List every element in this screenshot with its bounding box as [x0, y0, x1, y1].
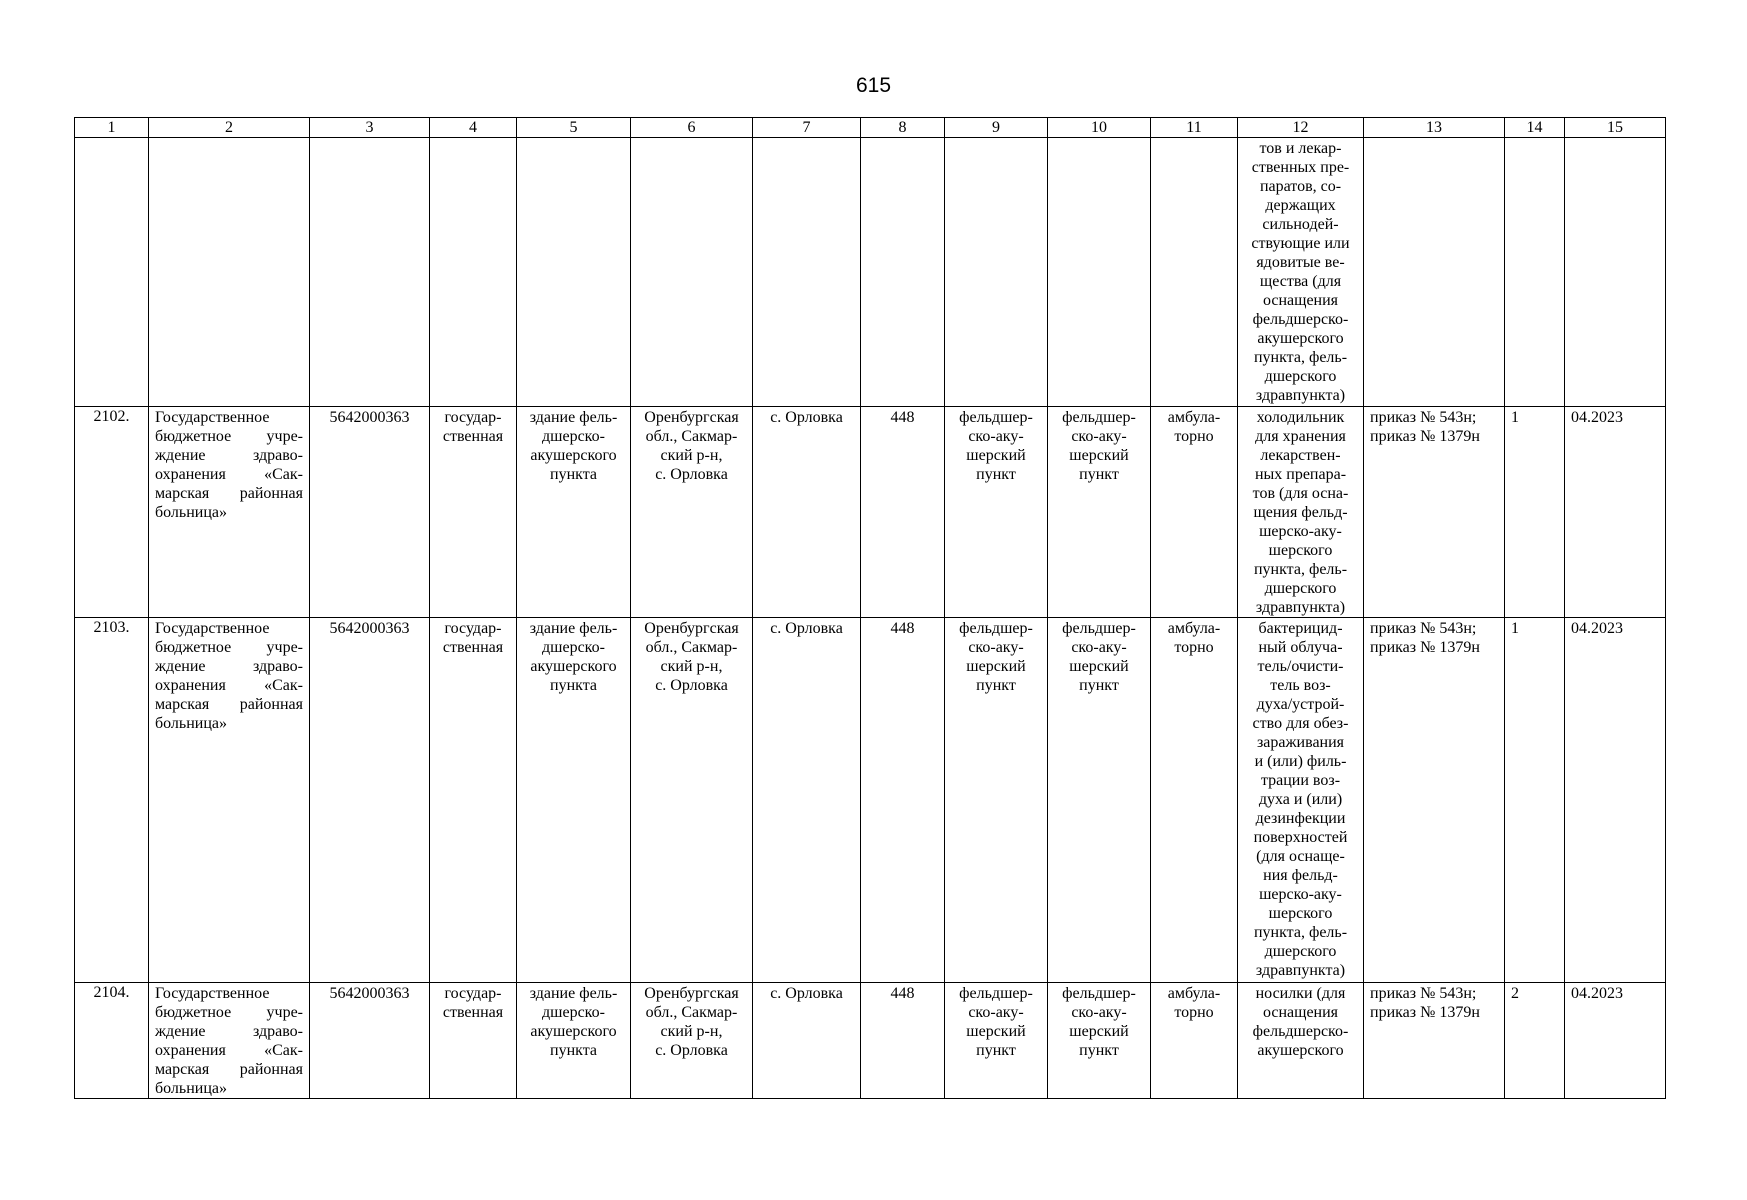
header-cell: 7	[753, 118, 861, 138]
building-value: здание фель- дшерско- акушерского пункта	[529, 985, 618, 1059]
empty-cell	[631, 138, 753, 407]
header-cell: 8	[861, 118, 945, 138]
order-value: приказ № 543н; приказ № 1379н	[1370, 620, 1480, 656]
column-number-header	[75, 118, 1666, 138]
empty-cell	[753, 138, 861, 407]
header-cell: 9	[945, 118, 1048, 138]
ownership-cell	[430, 407, 517, 618]
organization-cell	[149, 618, 310, 983]
building-cell	[517, 983, 631, 1099]
col9-value: фельдшер- ско-аку- шерский пункт	[959, 985, 1033, 1059]
locality-value: с. Орловка	[770, 620, 843, 637]
empty-cell	[75, 138, 149, 407]
inn-value: 5642000363	[329, 620, 410, 637]
header-cell: 3	[310, 118, 430, 138]
col9-value: фельдшер- ско-аку- шерский пункт	[959, 409, 1033, 483]
empty-cell	[430, 138, 517, 407]
header-cell: 12	[1238, 118, 1364, 138]
date-value: 04.2023	[1571, 409, 1623, 426]
date-value: 04.2023	[1571, 985, 1623, 1002]
col11-cell	[1151, 407, 1238, 618]
quantity-cell	[1505, 407, 1565, 618]
locality-value: с. Орловка	[770, 409, 843, 426]
date-cell	[1565, 983, 1666, 1099]
inn-cell	[310, 618, 430, 983]
page-number: 615	[855, 74, 892, 97]
organization-name: Государственное бюджетное учре-ждение здраво-охранения «Сак-марская районная больница»	[155, 985, 303, 1097]
col10-value: фельдшер- ско-аку- шерский пункт	[1062, 409, 1136, 483]
col8-cell	[861, 983, 945, 1099]
col11-value: амбула- торно	[1167, 620, 1221, 656]
col10-cell	[1048, 983, 1151, 1099]
order-cell	[1364, 983, 1505, 1099]
building-value: здание фель- дшерско- акушерского пункта	[529, 620, 618, 694]
empty-cell	[1565, 138, 1666, 407]
table-row	[75, 983, 1666, 1099]
col11-cell	[1151, 618, 1238, 983]
address-cell	[631, 618, 753, 983]
empty-cell	[517, 138, 631, 407]
col11-cell	[1151, 983, 1238, 1099]
col8-value: 448	[890, 409, 915, 426]
header-cell: 15	[1565, 118, 1666, 138]
address-value: Оренбургская обл., Сакмар- ский р-н, с. Орловка	[644, 620, 739, 694]
col10-cell	[1048, 407, 1151, 618]
header-cell: 5	[517, 118, 631, 138]
empty-cell	[1505, 138, 1565, 407]
header-cell: 6	[631, 118, 753, 138]
empty-cell	[1151, 138, 1238, 407]
quantity-value: 2	[1511, 985, 1519, 1002]
row-number: 2103.	[75, 618, 149, 983]
col11-value: амбула- торно	[1167, 409, 1221, 445]
header-cell: 11	[1151, 118, 1238, 138]
header-cell: 13	[1364, 118, 1505, 138]
inn-value: 5642000363	[329, 409, 410, 426]
col8-cell	[861, 618, 945, 983]
col9-cell	[945, 618, 1048, 983]
locality-cell	[753, 618, 861, 983]
quantity-value: 1	[1511, 620, 1519, 637]
table-row	[75, 618, 1666, 983]
address-cell	[631, 983, 753, 1099]
building-value: здание фель- дшерско- акушерского пункта	[529, 409, 618, 483]
col9-cell	[945, 407, 1048, 618]
equipment-text: тов и лекар- ственных пре- паратов, со- держащих сильнодей- ствующие или ядовитые ве- щества (для оснащения фельдшерско- акушерского пункта, фель- дшерского здравпункта)	[1251, 140, 1350, 404]
date-cell	[1565, 618, 1666, 983]
empty-cell	[1048, 138, 1151, 407]
date-value: 04.2023	[1571, 620, 1623, 637]
quantity-value: 1	[1511, 409, 1519, 426]
col9-value: фельдшер- ско-аку- шерский пункт	[959, 620, 1033, 694]
continuation-row	[75, 138, 1666, 407]
locality-cell	[753, 407, 861, 618]
order-cell	[1364, 618, 1505, 983]
inn-cell	[310, 983, 430, 1099]
table-row	[75, 407, 1666, 618]
header-cell: 4	[430, 118, 517, 138]
row-number: 2104.	[75, 983, 149, 1099]
header-cell: 14	[1505, 118, 1565, 138]
ownership-value: государ- ственная	[442, 620, 504, 656]
inn-cell	[310, 407, 430, 618]
organization-name: Государственное бюджетное учре-ждение здраво-охранения «Сак-марская районная больница»	[155, 409, 303, 521]
building-cell	[517, 618, 631, 983]
equipment-text: холодильник для хранения лекарствен- ных препара- тов (для осна- щения фельд- шерско-аку- шерского пункта, фель- дшерского здравпункта)	[1252, 409, 1349, 616]
order-value: приказ № 543н; приказ № 1379н	[1370, 409, 1480, 445]
empty-cell	[861, 138, 945, 407]
col8-value: 448	[890, 985, 915, 1002]
organization-name: Государственное бюджетное учре-ждение здраво-охранения «Сак-марская районная больница»	[155, 620, 303, 732]
building-cell	[517, 407, 631, 618]
quantity-cell	[1505, 618, 1565, 983]
empty-cell	[310, 138, 430, 407]
locality-cell	[753, 983, 861, 1099]
row-number: 2102.	[75, 407, 149, 618]
locality-value: с. Орловка	[770, 985, 843, 1002]
ownership-value: государ- ственная	[442, 985, 504, 1021]
header-cell: 2	[149, 118, 310, 138]
equipment-cell	[1238, 618, 1364, 983]
address-cell	[631, 407, 753, 618]
organization-cell	[149, 407, 310, 618]
col8-value: 448	[890, 620, 915, 637]
empty-cell	[149, 138, 310, 407]
equipment-text: бактерицид- ный облуча- тель/очисти- тель воз- духа/устрой- ство для обез- зараживания и (или) филь- трации воз- духа и (или) дезинфекции поверхностей (для оснаще- ния фельд- шерско-аку- шерского пункта, фель- дшерского здравпункта)	[1252, 620, 1349, 979]
col9-cell	[945, 983, 1048, 1099]
registry-table	[74, 117, 1666, 1099]
equipment-cell	[1238, 983, 1364, 1099]
equipment-text: носилки (для оснащения фельдшерско- акушерского	[1252, 985, 1349, 1059]
date-cell	[1565, 407, 1666, 618]
col11-value: амбула- торно	[1167, 985, 1221, 1021]
ownership-cell	[430, 618, 517, 983]
address-value: Оренбургская обл., Сакмар- ский р-н, с. Орловка	[644, 985, 739, 1059]
header-cell: 1	[75, 118, 149, 138]
col10-cell	[1048, 618, 1151, 983]
ownership-value: государ- ственная	[442, 409, 504, 445]
col10-value: фельдшер- ско-аку- шерский пункт	[1062, 620, 1136, 694]
equipment-cell	[1238, 138, 1364, 407]
order-value: приказ № 543н; приказ № 1379н	[1370, 985, 1480, 1021]
ownership-cell	[430, 983, 517, 1099]
equipment-cell	[1238, 407, 1364, 618]
address-value: Оренбургская обл., Сакмар- ский р-н, с. Орловка	[644, 409, 739, 483]
organization-cell	[149, 983, 310, 1099]
col8-cell	[861, 407, 945, 618]
header-cell: 10	[1048, 118, 1151, 138]
quantity-cell	[1505, 983, 1565, 1099]
col10-value: фельдшер- ско-аку- шерский пункт	[1062, 985, 1136, 1059]
order-cell	[1364, 407, 1505, 618]
empty-cell	[1364, 138, 1505, 407]
inn-value: 5642000363	[329, 985, 410, 1002]
empty-cell	[945, 138, 1048, 407]
